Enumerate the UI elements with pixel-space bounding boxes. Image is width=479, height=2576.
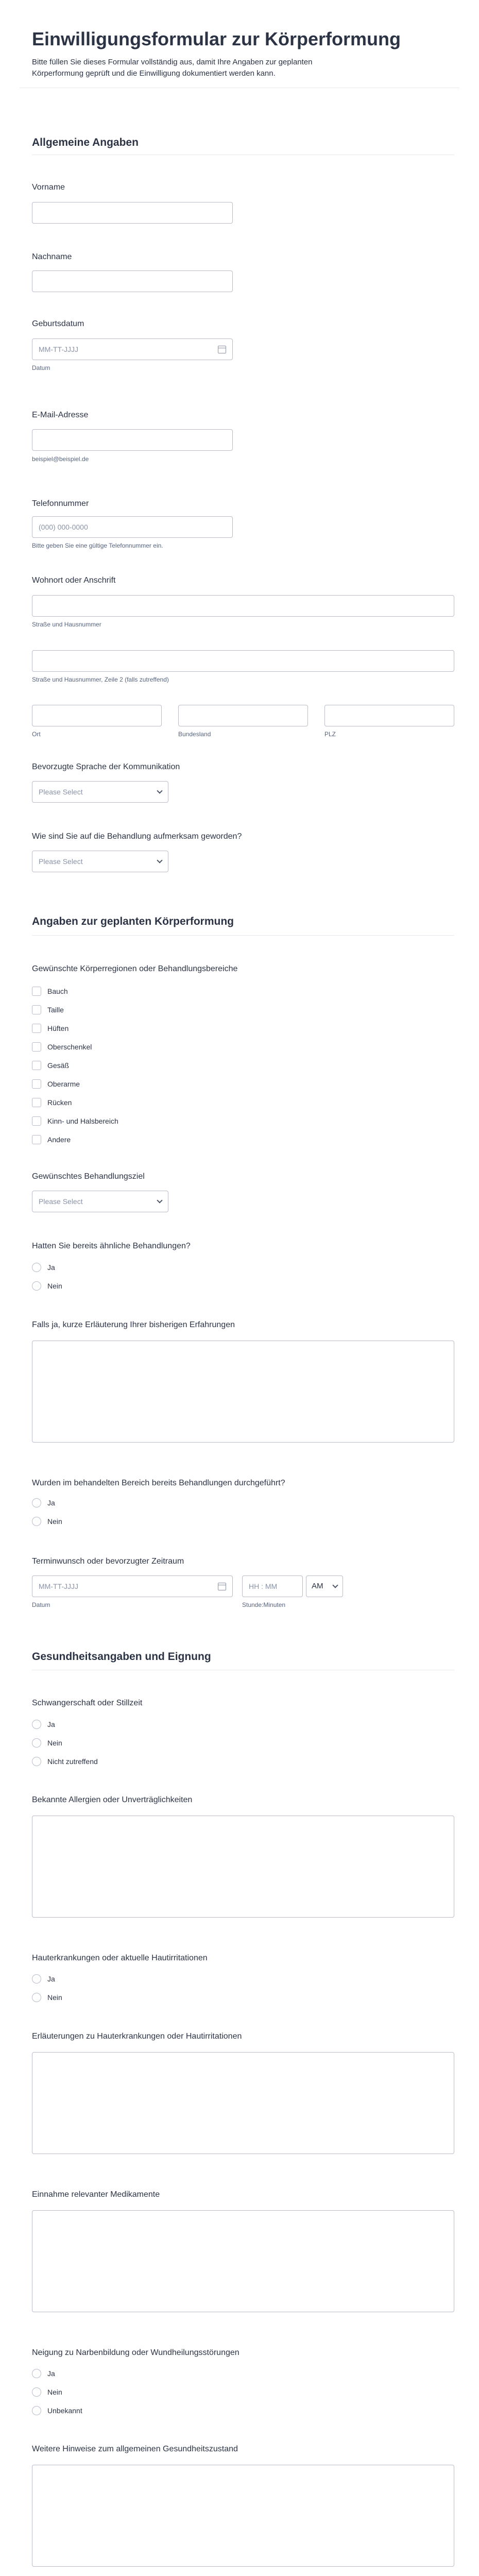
chevron-down-icon: [332, 1582, 338, 1588]
allergies-label: Bekannte Allergien oder Unverträglichkeiten: [32, 1795, 193, 1804]
prior-detail-textarea[interactable]: [32, 1341, 454, 1443]
region-option[interactable]: [32, 1115, 118, 1127]
injections-option-no[interactable]: [32, 1516, 62, 1527]
option-label: Ja: [47, 1975, 55, 1983]
injections-option-yes[interactable]: [32, 1497, 55, 1509]
section-health: Gesundheitsangaben und Eignung: [32, 1651, 211, 1663]
prior-detail-label: Falls ja, kurze Erläuterung Ihrer bisherigen Erfahrungen: [32, 1320, 235, 1329]
checkbox[interactable]: [32, 1042, 41, 1052]
zip-input[interactable]: [324, 705, 454, 726]
notes-label: Weitere Hinweise zum allgemeinen Gesundheitszustand: [32, 2445, 238, 2453]
region-option-label: Gesäß: [47, 1061, 70, 1070]
phone-sublabel: Bitte geben Sie eine gültige Telefonnummer ein.: [32, 542, 163, 549]
address-line2-sublabel: Straße und Hausnummer, Zeile 2 (falls zutreffend): [32, 676, 169, 683]
email-sublabel: beispiel@beispiel.de: [32, 455, 89, 463]
pregnancy-label: Schwangerschaft oder Stillzeit: [32, 1699, 143, 1707]
birthdate-input[interactable]: [32, 338, 233, 360]
option-label: Ja: [47, 2369, 55, 2378]
checkbox[interactable]: [32, 1135, 41, 1144]
radio[interactable]: [32, 1757, 41, 1766]
prior-option-no[interactable]: [32, 1280, 62, 1292]
region-option[interactable]: [32, 986, 68, 997]
meds-textarea[interactable]: [32, 2210, 454, 2312]
calendar-icon[interactable]: [218, 1583, 226, 1590]
radio[interactable]: [32, 1720, 41, 1729]
pregnancy-option-yes[interactable]: [32, 1719, 55, 1730]
region-option-label: Rücken: [47, 1098, 72, 1107]
address-line1-input[interactable]: [32, 595, 454, 617]
zip-sublabel: PLZ: [324, 731, 336, 738]
option-label: Nein: [47, 1282, 62, 1290]
option-label: Unbekannt: [47, 2406, 82, 2415]
prior-label: Hatten Sie bereits ähnliche Behandlungen?: [32, 1242, 191, 1250]
city-input[interactable]: [32, 705, 162, 726]
skin-label: Hauterkrankungen oder aktuelle Hautirritationen: [32, 1954, 208, 1962]
pregnancy-option-na[interactable]: [32, 1756, 98, 1767]
appointment-label: Terminwunsch oder bevorzugter Zeitraum: [32, 1557, 184, 1566]
radio[interactable]: [32, 1517, 41, 1526]
checkbox[interactable]: [32, 1024, 41, 1033]
chevron-down-icon: [157, 857, 162, 863]
address-line1-sublabel: Straße und Hausnummer: [32, 621, 101, 628]
region-option[interactable]: [32, 1004, 64, 1015]
section-general: Allgemeine Angaben: [32, 137, 139, 148]
option-label: Nicht zutreffend: [47, 1757, 98, 1766]
source-label: Wie sind Sie auf die Behandlung aufmerksam geworden?: [32, 832, 242, 841]
region-option[interactable]: [32, 1060, 69, 1071]
appointment-date-sublabel: Datum: [32, 1601, 50, 1608]
scar-label: Neigung zu Narbenbildung oder Wundheilungsstörungen: [32, 2348, 239, 2357]
source-select[interactable]: [32, 851, 168, 872]
region-option[interactable]: [32, 1023, 69, 1034]
appointment-date-input[interactable]: [32, 1575, 233, 1597]
ampm-select-value: AM: [312, 1582, 323, 1590]
form-subtitle: Bitte füllen Sie dieses Formular vollständig aus, damit Ihre Angaben zur geplanten Körperformung geprüft und die Einwilligung dokumentiert werden kann.: [32, 58, 313, 78]
birthdate-label: Geburtsdatum: [32, 319, 84, 328]
checkbox[interactable]: [32, 1061, 41, 1070]
scar-option-no[interactable]: [32, 2386, 62, 2398]
skin-option-yes[interactable]: [32, 1973, 55, 1985]
checkbox[interactable]: [32, 1098, 41, 1107]
region-option[interactable]: [32, 1097, 72, 1108]
language-select[interactable]: [32, 781, 168, 803]
option-label: Nein: [47, 1993, 62, 2002]
state-input[interactable]: [178, 705, 308, 726]
email-input[interactable]: [32, 429, 233, 451]
pregnancy-option-no[interactable]: [32, 1737, 62, 1749]
radio[interactable]: [32, 1281, 41, 1291]
region-option[interactable]: [32, 1078, 80, 1090]
region-option-label: Taille: [47, 1006, 64, 1014]
option-label: Nein: [47, 1739, 62, 1747]
goal-label: Gewünschtes Behandlungsziel: [32, 1172, 145, 1181]
language-select-value: Please Select: [39, 788, 83, 796]
radio[interactable]: [32, 1263, 41, 1272]
checkbox[interactable]: [32, 1079, 41, 1089]
last-name-input[interactable]: [32, 270, 233, 292]
region-option[interactable]: [32, 1134, 71, 1145]
first-name-label: Vorname: [32, 183, 65, 192]
region-option-label: Andere: [47, 1136, 71, 1144]
state-sublabel: Bundesland: [178, 731, 211, 738]
radio[interactable]: [32, 2387, 41, 2397]
chevron-down-icon: [157, 788, 162, 793]
source-select-value: Please Select: [39, 857, 83, 866]
meds-label: Einnahme relevanter Medikamente: [32, 2190, 160, 2199]
prior-option-yes[interactable]: [32, 1262, 55, 1273]
skin-detail-label: Erläuterungen zu Hauterkrankungen oder Hautirritationen: [32, 2032, 242, 2041]
city-sublabel: Ort: [32, 731, 41, 738]
phone-placeholder: (000) 000-0000: [39, 523, 88, 531]
region-option-label: Hüften: [47, 1024, 69, 1032]
checkbox[interactable]: [32, 1116, 41, 1126]
appointment-time-input[interactable]: [242, 1575, 303, 1597]
option-label: Ja: [47, 1499, 55, 1507]
birthdate-placeholder: MM-TT-JJJJ: [39, 345, 78, 353]
ampm-select[interactable]: [306, 1575, 343, 1597]
goal-select[interactable]: [32, 1191, 168, 1212]
email-label: E-Mail-Adresse: [32, 411, 89, 419]
phone-label: Telefonnummer: [32, 499, 89, 508]
region-option-label: Bauch: [47, 987, 68, 995]
option-label: Ja: [47, 1263, 55, 1272]
scar-option-unknown[interactable]: [32, 2405, 82, 2416]
checkbox[interactable]: [32, 1005, 41, 1014]
radio[interactable]: [32, 1974, 41, 1984]
skin-option-no[interactable]: [32, 1992, 62, 2003]
address-line2-input[interactable]: [32, 650, 454, 672]
radio[interactable]: [32, 1498, 41, 1507]
radio[interactable]: [32, 1993, 41, 2002]
region-option-label: Kinn- und Halsbereich: [47, 1117, 118, 1125]
phone-input[interactable]: [32, 516, 233, 538]
section-treatment: Angaben zur geplanten Körperformung: [32, 916, 234, 927]
region-option[interactable]: [32, 1041, 92, 1053]
chevron-down-icon: [157, 1197, 162, 1203]
region-option-label: Oberarme: [47, 1080, 80, 1088]
injections-label: Wurden im behandelten Bereich bereits Behandlungen durchgeführt?: [32, 1479, 285, 1487]
divider: [32, 935, 454, 936]
birthdate-sublabel: Datum: [32, 364, 50, 371]
region-option-label: Oberschenkel: [47, 1043, 92, 1051]
appointment-time-placeholder: HH : MM: [249, 1582, 278, 1590]
goal-select-value: Please Select: [39, 1197, 83, 1206]
radio[interactable]: [32, 1738, 41, 1748]
appointment-time-sublabel: Stunde:Minuten: [242, 1601, 286, 1608]
option-label: Nein: [47, 1517, 62, 1526]
appointment-date-placeholder: MM-TT-JJJJ: [39, 1582, 78, 1590]
allergies-textarea[interactable]: [32, 1816, 454, 1918]
form-title: Einwilligungsformular zur Körperformung: [32, 28, 401, 49]
skin-detail-textarea[interactable]: [32, 2052, 454, 2154]
address-label: Wohnort oder Anschrift: [32, 576, 116, 585]
last-name-label: Nachname: [32, 252, 72, 261]
scar-option-yes[interactable]: [32, 2368, 55, 2379]
first-name-input[interactable]: [32, 202, 233, 224]
calendar-icon[interactable]: [218, 346, 226, 353]
radio[interactable]: [32, 2369, 41, 2378]
option-label: Nein: [47, 2388, 62, 2396]
language-label: Bevorzugte Sprache der Kommunikation: [32, 762, 180, 771]
notes-textarea[interactable]: [32, 2465, 454, 2567]
radio[interactable]: [32, 2406, 41, 2415]
option-label: Ja: [47, 1720, 55, 1728]
checkbox[interactable]: [32, 987, 41, 996]
regions-label: Gewünschte Körperregionen oder Behandlungsbereiche: [32, 964, 238, 973]
